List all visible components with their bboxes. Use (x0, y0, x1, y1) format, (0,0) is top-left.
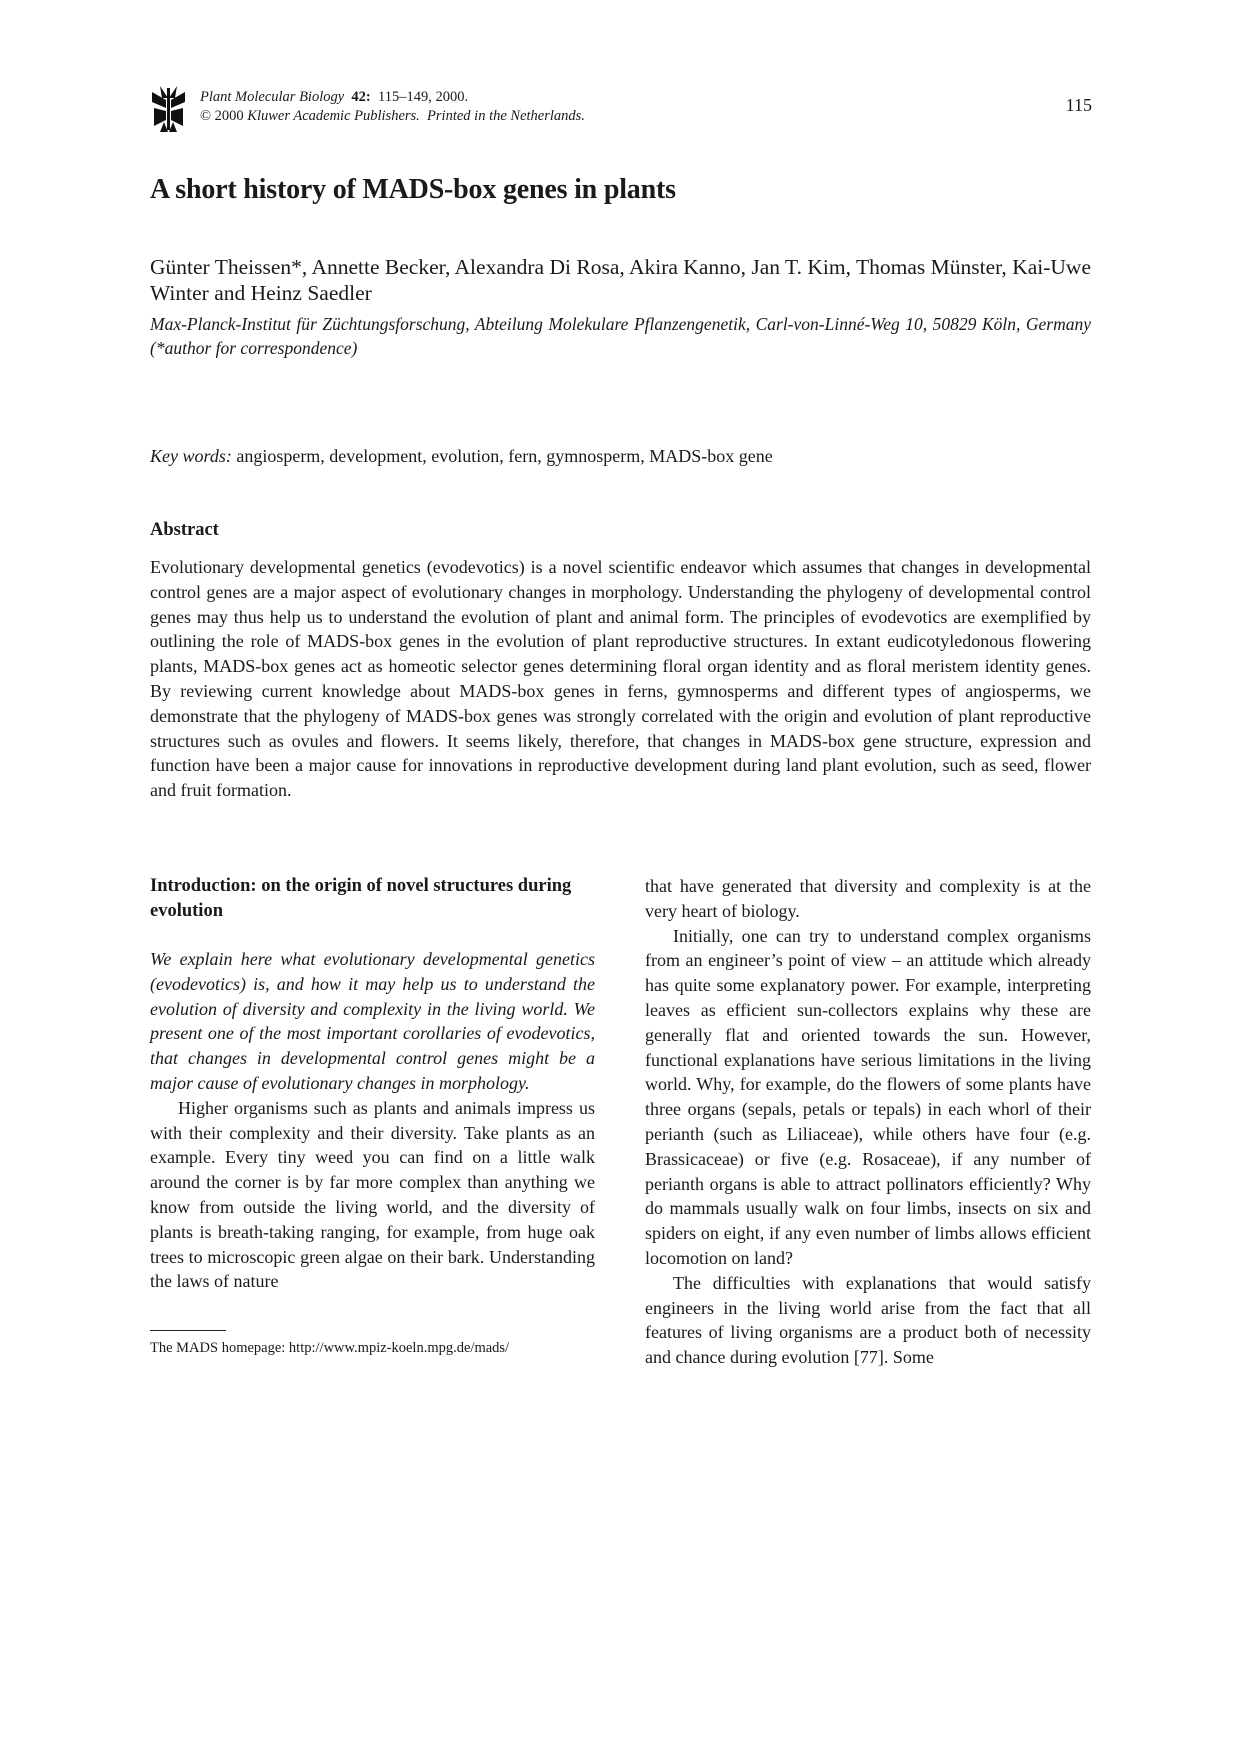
section-heading-introduction: Introduction: on the origin of novel structures during evolution (150, 876, 572, 921)
copyright-line (200, 107, 585, 126)
journal-name: Plant Molecular Biology (200, 89, 345, 105)
keywords-label: Key words: (150, 446, 232, 466)
journal-pages-year: 115–149, 2000. (378, 89, 469, 105)
printed-note: Printed in the Netherlands. (427, 108, 585, 124)
body-paragraph-continued: that have generated that diversity and complexity is at the very heart of biology. (645, 876, 1091, 921)
footnote: The MADS homepage: http://www.mpiz-koeln.mpg.de/mads/ (150, 1340, 510, 1356)
publisher-logo (150, 86, 187, 132)
right-column (645, 874, 1091, 1370)
copyright-prefix: © 2000 (200, 108, 244, 124)
footnote-divider (150, 1330, 226, 1331)
journal-header (200, 88, 585, 126)
keywords-text: angiosperm, development, evolution, fern, gymnosperm, MADS-box gene (236, 446, 773, 466)
body-paragraph: The difficulties with explanations that would satisfy engineers in the living world arise from the fact that all features of living organisms are a product both of necessity and chance during evolution [77]. Some (645, 1272, 1091, 1368)
publisher-name: Kluwer Academic Publishers. (247, 108, 420, 124)
introduction-summary: We explain here what evolutionary developmental genetics (evodevotics) is, and how it may help us to understand the evolution of diversity and complexity in the living world. We present one of the most important corollaries of evodevotics, that changes in developmental control genes might be a major cause of evolutionary changes in morphology. (150, 949, 595, 1093)
paper-title: A short history of MADS-box genes in plants (150, 174, 676, 205)
abstract-heading: Abstract (150, 520, 219, 540)
abstract-text: Evolutionary developmental genetics (evodevotics) is a novel scientific endeavor which assumes that changes in developmental control genes are a major aspect of evolutionary changes in morphology. Understanding the phylogeny of developmental control genes may thus help us to understand the evolution of plant and animal form. The principles of evodevotics are exemplified by outlining the role of MADS-box genes in the evolution of plant reproductive structures. In extant eudicotyledonous flowering plants, MADS-box genes act as homeotic selector genes determining floral organ identity and as floral meristem identity genes. By reviewing current knowledge about MADS-box genes in ferns, gymnosperms and different types of angiosperms, we demonstrate that the phylogeny of MADS-box genes was strongly correlated with the origin and evolution of plant reproductive structures such as ovules and flowers. It seems likely, therefore, that changes in MADS-box gene structure, expression and function have been a major cause for innovations in reproductive development during land plant evolution, such as seed, flower and fruit formation. (150, 557, 1091, 801)
body-paragraph: Initially, one can try to understand complex organisms from an engineer’s point of view – an attitude which already has quite some explanatory power. For example, interpreting leaves as efficient sun-collectors explains why these are generally flat and oriented towards the sun. However, functional explanations have serious limitations in the living world. Why, for example, do the flowers of some plants have three organs (sepals, petals or tepals) in each whorl of their perianth (such as Liliaceae), while others have four (e.g. Brassicaceae) or five (e.g. Rosaceae), if any number of perianth organs is able to attract pollinators efficiently? Why do mammals usually walk on four limbs, insects on six and spiders on eight, if any even number of limbs allows efficient locomotion on land? (645, 925, 1091, 1268)
journal-volume: 42: (351, 89, 371, 105)
author-list: Günter Theissen*, Annette Becker, Alexandra Di Rosa, Akira Kanno, Jan T. Kim, Thomas Münster, Kai-Uwe Winter and Heinz Saedler (150, 255, 1091, 305)
keywords (150, 446, 773, 467)
body-paragraph: Higher organisms such as plants and animals impress us with their complexity and their diversity. Take plants as an example. Every tiny weed you can find on a little walk around the corner is by far more complex than anything we know from outside the living world, and the diversity of plants is breath-taking ranging, for example, from huge oak trees to microscopic green algae on their bark. Understanding the laws of nature (150, 1097, 595, 1292)
left-column (150, 874, 595, 1294)
affiliation: Max-Planck-Institut für Züchtungsforschung, Abteilung Molekulare Pflanzengenetik, Carl-von-Linné-Weg 10, 50829 Köln, Germany (*author for correspondence) (150, 314, 1091, 358)
journal-citation (200, 88, 585, 107)
page-number: 115 (1065, 95, 1092, 115)
